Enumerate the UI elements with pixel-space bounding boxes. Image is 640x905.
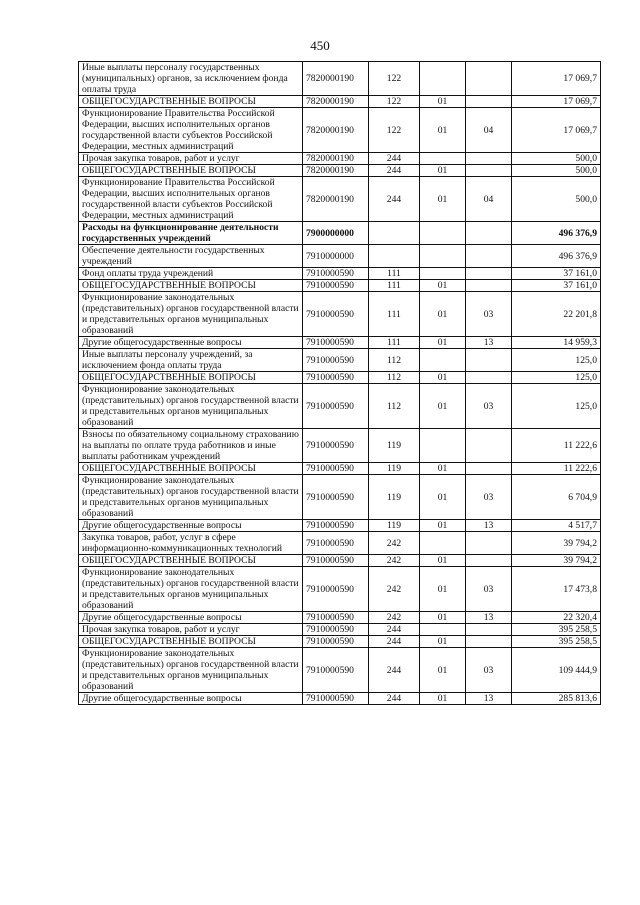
expense-type-cell: 111 bbox=[369, 268, 420, 280]
expense-type-cell: 244 bbox=[369, 636, 420, 648]
target-article-cell: 7820000190 bbox=[303, 153, 369, 165]
section-cell: 01 bbox=[420, 555, 466, 567]
row-name-cell: Закупка товаров, работ, услуг в сфере информационно-коммуникационных технологий bbox=[79, 532, 303, 555]
expense-type-cell: 242 bbox=[369, 612, 420, 624]
row-name-cell: ОБЩЕГОСУДАРСТВЕННЫЕ ВОПРОСЫ bbox=[79, 372, 303, 384]
row-name-cell: Прочая закупка товаров, работ и услуг bbox=[79, 624, 303, 636]
section-cell: 01 bbox=[420, 384, 466, 429]
subsection-cell bbox=[466, 268, 512, 280]
section-cell bbox=[420, 532, 466, 555]
amount-cell: 37 161,0 bbox=[512, 268, 601, 280]
subsection-cell bbox=[466, 372, 512, 384]
amount-cell: 17 069,7 bbox=[512, 62, 601, 96]
table-row bbox=[79, 463, 601, 475]
target-article-cell: 7910000590 bbox=[303, 463, 369, 475]
expense-type-cell: 244 bbox=[369, 177, 420, 222]
section-cell: 01 bbox=[420, 648, 466, 693]
amount-cell: 109 444,9 bbox=[512, 648, 601, 693]
section-cell: 01 bbox=[420, 612, 466, 624]
expense-type-cell: 242 bbox=[369, 532, 420, 555]
section-cell bbox=[420, 62, 466, 96]
subsection-cell bbox=[466, 62, 512, 96]
section-cell bbox=[420, 245, 466, 268]
amount-cell: 6 704,9 bbox=[512, 475, 601, 520]
section-cell bbox=[420, 624, 466, 636]
table-row bbox=[79, 222, 601, 245]
subsection-cell bbox=[466, 153, 512, 165]
target-article-cell: 7910000590 bbox=[303, 292, 369, 337]
page-number: 450 bbox=[310, 38, 330, 53]
expense-type-cell: 244 bbox=[369, 624, 420, 636]
amount-cell: 17 069,7 bbox=[512, 96, 601, 108]
subsection-cell bbox=[466, 280, 512, 292]
table-row bbox=[79, 567, 601, 612]
expense-type-cell: 244 bbox=[369, 165, 420, 177]
table-row bbox=[79, 693, 601, 705]
row-name-cell: Фонд оплаты труда учреждений bbox=[79, 268, 303, 280]
amount-cell: 11 222,6 bbox=[512, 429, 601, 463]
target-article-cell: 7900000000 bbox=[303, 222, 369, 245]
budget-table-body bbox=[79, 62, 601, 705]
subsection-cell bbox=[466, 429, 512, 463]
row-name-cell: Функционирование законодательных (представительных) органов государственной власти и представительных органов муниципальных образований bbox=[79, 567, 303, 612]
expense-type-cell: 119 bbox=[369, 520, 420, 532]
table-row bbox=[79, 475, 601, 520]
row-name-cell: Другие общегосударственные вопросы bbox=[79, 612, 303, 624]
target-article-cell: 7910000590 bbox=[303, 624, 369, 636]
amount-cell: 14 959,3 bbox=[512, 337, 601, 349]
amount-cell: 39 794,2 bbox=[512, 555, 601, 567]
table-row bbox=[79, 555, 601, 567]
expense-type-cell bbox=[369, 222, 420, 245]
amount-cell: 125,0 bbox=[512, 372, 601, 384]
section-cell bbox=[420, 153, 466, 165]
target-article-cell: 7910000590 bbox=[303, 429, 369, 463]
amount-cell: 4 517,7 bbox=[512, 520, 601, 532]
row-name-cell: ОБЩЕГОСУДАРСТВЕННЫЕ ВОПРОСЫ bbox=[79, 636, 303, 648]
expense-type-cell: 111 bbox=[369, 337, 420, 349]
amount-cell: 37 161,0 bbox=[512, 280, 601, 292]
section-cell: 01 bbox=[420, 372, 466, 384]
table-row bbox=[79, 648, 601, 693]
amount-cell: 395 258,5 bbox=[512, 624, 601, 636]
expense-type-cell: 244 bbox=[369, 153, 420, 165]
row-name-cell: ОБЩЕГОСУДАРСТВЕННЫЕ ВОПРОСЫ bbox=[79, 463, 303, 475]
target-article-cell: 7910000590 bbox=[303, 532, 369, 555]
row-name-cell: Функционирование законодательных (представительных) органов государственной власти и представительных органов муниципальных образований bbox=[79, 648, 303, 693]
subsection-cell: 13 bbox=[466, 337, 512, 349]
target-article-cell: 7820000190 bbox=[303, 62, 369, 96]
row-name-cell: Взносы по обязательному социальному страхованию на выплаты по оплате труда работников и иные выплаты работникам учреждений bbox=[79, 429, 303, 463]
amount-cell: 285 813,6 bbox=[512, 693, 601, 705]
subsection-cell bbox=[466, 555, 512, 567]
amount-cell: 500,0 bbox=[512, 165, 601, 177]
section-cell: 01 bbox=[420, 693, 466, 705]
table-row bbox=[79, 636, 601, 648]
row-name-cell: ОБЩЕГОСУДАРСТВЕННЫЕ ВОПРОСЫ bbox=[79, 96, 303, 108]
target-article-cell: 7910000590 bbox=[303, 475, 369, 520]
subsection-cell bbox=[466, 463, 512, 475]
row-name-cell: Функционирование Правительства Российской Федерации, высших исполнительных органов государственной власти субъектов Российской Федерации, местных администраций bbox=[79, 108, 303, 153]
table-row bbox=[79, 108, 601, 153]
subsection-cell bbox=[466, 165, 512, 177]
row-name-cell: Другие общегосударственные вопросы bbox=[79, 693, 303, 705]
amount-cell: 22 320,4 bbox=[512, 612, 601, 624]
row-name-cell: Другие общегосударственные вопросы bbox=[79, 520, 303, 532]
target-article-cell: 7910000590 bbox=[303, 349, 369, 372]
subsection-cell bbox=[466, 532, 512, 555]
table-row bbox=[79, 96, 601, 108]
subsection-cell: 13 bbox=[466, 612, 512, 624]
row-name-cell: Иные выплаты персоналу государственных (муниципальных) органов, за исключением фонда оплаты труда bbox=[79, 62, 303, 96]
table-row bbox=[79, 349, 601, 372]
subsection-cell: 04 bbox=[466, 177, 512, 222]
subsection-cell: 04 bbox=[466, 108, 512, 153]
subsection-cell bbox=[466, 624, 512, 636]
table-row bbox=[79, 532, 601, 555]
target-article-cell: 7910000590 bbox=[303, 612, 369, 624]
section-cell: 01 bbox=[420, 520, 466, 532]
target-article-cell: 7820000190 bbox=[303, 165, 369, 177]
row-name-cell: ОБЩЕГОСУДАРСТВЕННЫЕ ВОПРОСЫ bbox=[79, 165, 303, 177]
budget-table bbox=[78, 61, 601, 705]
table-row bbox=[79, 62, 601, 96]
expense-type-cell: 119 bbox=[369, 475, 420, 520]
section-cell: 01 bbox=[420, 636, 466, 648]
table-row bbox=[79, 268, 601, 280]
expense-type-cell: 244 bbox=[369, 648, 420, 693]
table-row bbox=[79, 520, 601, 532]
section-cell bbox=[420, 429, 466, 463]
expense-type-cell: 242 bbox=[369, 555, 420, 567]
target-article-cell: 7910000590 bbox=[303, 636, 369, 648]
target-article-cell: 7910000590 bbox=[303, 372, 369, 384]
expense-type-cell: 242 bbox=[369, 567, 420, 612]
expense-type-cell: 122 bbox=[369, 62, 420, 96]
target-article-cell: 7910000590 bbox=[303, 555, 369, 567]
row-name-cell: Обеспечение деятельности государственных учреждений bbox=[79, 245, 303, 268]
table-row bbox=[79, 153, 601, 165]
expense-type-cell: 119 bbox=[369, 429, 420, 463]
subsection-cell: 03 bbox=[466, 292, 512, 337]
amount-cell: 500,0 bbox=[512, 153, 601, 165]
section-cell: 01 bbox=[420, 177, 466, 222]
expense-type-cell: 122 bbox=[369, 96, 420, 108]
section-cell: 01 bbox=[420, 96, 466, 108]
section-cell bbox=[420, 268, 466, 280]
subsection-cell bbox=[466, 349, 512, 372]
subsection-cell bbox=[466, 245, 512, 268]
table-row bbox=[79, 280, 601, 292]
section-cell: 01 bbox=[420, 475, 466, 520]
section-cell: 01 bbox=[420, 108, 466, 153]
expense-type-cell: 122 bbox=[369, 108, 420, 153]
subsection-cell bbox=[466, 96, 512, 108]
target-article-cell: 7910000000 bbox=[303, 245, 369, 268]
row-name-cell: Расходы на функционирование деятельности государственных учреждений bbox=[79, 222, 303, 245]
subsection-cell: 03 bbox=[466, 567, 512, 612]
expense-type-cell: 112 bbox=[369, 349, 420, 372]
table-row bbox=[79, 177, 601, 222]
table-row bbox=[79, 624, 601, 636]
amount-cell: 17 069,7 bbox=[512, 108, 601, 153]
target-article-cell: 7910000590 bbox=[303, 520, 369, 532]
section-cell: 01 bbox=[420, 280, 466, 292]
row-name-cell: Функционирование Правительства Российской Федерации, высших исполнительных органов государственной власти субъектов Российской Федерации, местных администраций bbox=[79, 177, 303, 222]
expense-type-cell: 111 bbox=[369, 280, 420, 292]
row-name-cell: Функционирование законодательных (представительных) органов государственной власти и представительных органов муниципальных образований bbox=[79, 384, 303, 429]
table-row bbox=[79, 292, 601, 337]
amount-cell: 39 794,2 bbox=[512, 532, 601, 555]
subsection-cell: 03 bbox=[466, 384, 512, 429]
expense-type-cell: 119 bbox=[369, 463, 420, 475]
table-row bbox=[79, 165, 601, 177]
target-article-cell: 7910000590 bbox=[303, 693, 369, 705]
row-name-cell: Функционирование законодательных (представительных) органов государственной власти и представительных органов муниципальных образований bbox=[79, 475, 303, 520]
subsection-cell: 13 bbox=[466, 520, 512, 532]
target-article-cell: 7910000590 bbox=[303, 384, 369, 429]
amount-cell: 22 201,8 bbox=[512, 292, 601, 337]
subsection-cell bbox=[466, 636, 512, 648]
expense-type-cell bbox=[369, 245, 420, 268]
section-cell bbox=[420, 222, 466, 245]
amount-cell: 496 376,9 bbox=[512, 222, 601, 245]
row-name-cell: Другие общегосударственные вопросы bbox=[79, 337, 303, 349]
amount-cell: 500,0 bbox=[512, 177, 601, 222]
target-article-cell: 7910000590 bbox=[303, 337, 369, 349]
target-article-cell: 7910000590 bbox=[303, 648, 369, 693]
section-cell: 01 bbox=[420, 165, 466, 177]
section-cell: 01 bbox=[420, 463, 466, 475]
expense-type-cell: 112 bbox=[369, 384, 420, 429]
table-row bbox=[79, 384, 601, 429]
table-row bbox=[79, 372, 601, 384]
section-cell: 01 bbox=[420, 337, 466, 349]
row-name-cell: ОБЩЕГОСУДАРСТВЕННЫЕ ВОПРОСЫ bbox=[79, 280, 303, 292]
expense-type-cell: 111 bbox=[369, 292, 420, 337]
table-row bbox=[79, 245, 601, 268]
amount-cell: 395 258,5 bbox=[512, 636, 601, 648]
target-article-cell: 7820000190 bbox=[303, 177, 369, 222]
target-article-cell: 7910000590 bbox=[303, 268, 369, 280]
subsection-cell bbox=[466, 222, 512, 245]
amount-cell: 125,0 bbox=[512, 384, 601, 429]
table-row bbox=[79, 612, 601, 624]
amount-cell: 11 222,6 bbox=[512, 463, 601, 475]
target-article-cell: 7820000190 bbox=[303, 108, 369, 153]
section-cell: 01 bbox=[420, 567, 466, 612]
row-name-cell: Функционирование законодательных (представительных) органов государственной власти и представительных органов муниципальных образований bbox=[79, 292, 303, 337]
row-name-cell: Прочая закупка товаров, работ и услуг bbox=[79, 153, 303, 165]
subsection-cell: 03 bbox=[466, 475, 512, 520]
amount-cell: 496 376,9 bbox=[512, 245, 601, 268]
subsection-cell: 13 bbox=[466, 693, 512, 705]
expense-type-cell: 112 bbox=[369, 372, 420, 384]
amount-cell: 17 473,8 bbox=[512, 567, 601, 612]
target-article-cell: 7820000190 bbox=[303, 96, 369, 108]
target-article-cell: 7910000590 bbox=[303, 280, 369, 292]
table-row bbox=[79, 429, 601, 463]
subsection-cell: 03 bbox=[466, 648, 512, 693]
section-cell bbox=[420, 349, 466, 372]
section-cell: 01 bbox=[420, 292, 466, 337]
expense-type-cell: 244 bbox=[369, 693, 420, 705]
table-row bbox=[79, 337, 601, 349]
row-name-cell: Иные выплаты персоналу учреждений, за исключением фонда оплаты труда bbox=[79, 349, 303, 372]
row-name-cell: ОБЩЕГОСУДАРСТВЕННЫЕ ВОПРОСЫ bbox=[79, 555, 303, 567]
target-article-cell: 7910000590 bbox=[303, 567, 369, 612]
amount-cell: 125,0 bbox=[512, 349, 601, 372]
